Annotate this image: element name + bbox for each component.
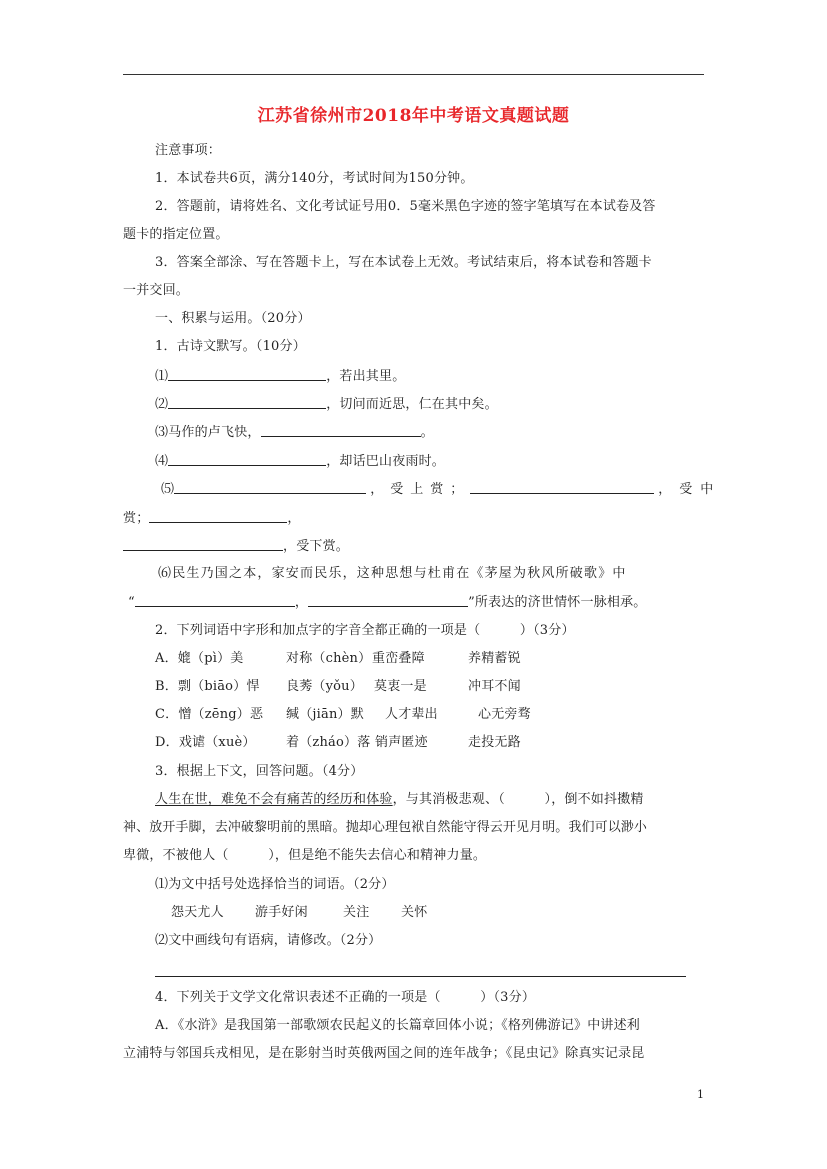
q1-item-2-number: ⑵ [155, 397, 169, 412]
q2-c-3: 人才辈出 [385, 707, 438, 722]
q1-item-5-mid: ，受上赏； [370, 482, 471, 497]
q1-item-5-l2b: ， [287, 511, 301, 526]
q1-item-1 [155, 368, 405, 384]
q2-a-3: 重峦叠障 [372, 651, 425, 666]
q2-b-4: 冲耳不闻 [468, 679, 521, 694]
q1-stem: 1．古诗文默写。（10分） [155, 339, 306, 354]
q2-a-2: 对称（chèn） [286, 651, 372, 666]
answer-blank[interactable] [168, 368, 326, 381]
q3-word-1: 怨天尤人 [171, 905, 224, 920]
q1-item-5-line-3 [123, 538, 349, 554]
q2-d-2: 着（zháo）落 [286, 735, 371, 750]
q3-passage-line-1-rest: ，与其消极悲观、（ ），倒不如抖擞精 [392, 792, 644, 807]
answer-blank[interactable] [470, 481, 654, 494]
q3-passage-line-1 [155, 792, 644, 807]
q2-option-b [155, 679, 521, 694]
note-2-line-1: 2．答题前，请将姓名、文化考试证号用0．5毫米黑色字迹的签字笔填写在本试卷及答 [155, 199, 656, 214]
q4-option-a-line-2: 立浦特与邻国兵戎相见，是在影射当时英俄两国之间的连年战争；《昆虫记》除真实记录昆 [123, 1046, 645, 1061]
q3-passage-line-2: 神、放开手脚，去冲破黎明前的黑暗。抛却心理包袱自然能守得云开见月明。我们可以渺小 [123, 820, 648, 835]
q2-b-2: 良莠（yǒu） [286, 679, 363, 694]
q4-stem: 4．下列关于文学文化常识表述不正确的一项是（ ）（3分） [155, 990, 536, 1005]
q3-answer-line[interactable] [155, 976, 686, 977]
answer-blank[interactable] [261, 424, 421, 437]
answer-blank[interactable] [168, 396, 326, 409]
q2-option-a [155, 651, 521, 666]
q1-item-2 [155, 396, 498, 412]
q3-word-3: 关注 [343, 905, 370, 920]
q4-option-a-line-1: A．《水浒》是我国第一部歌颂农民起义的长篇章回体小说；《格列佛游记》中讲述利 [155, 1018, 640, 1033]
answer-blank[interactable] [149, 510, 287, 523]
q2-b-3: 莫衷一是 [374, 679, 427, 694]
q1-item-1-number: ⑴ [155, 369, 169, 384]
note-3-line-2: 一并交回。 [123, 283, 190, 298]
q2-d-1: D．戏谑（xuè） [155, 735, 256, 750]
q1-item-6-comma: ， [294, 595, 309, 610]
section-1-heading: 一、积累与运用。（20分） [155, 311, 311, 326]
page-number: 1 [697, 1088, 704, 1101]
q2-b-1: B．剽（biāo）悍 [155, 679, 260, 694]
q1-item-3-suffix: 。 [420, 425, 434, 440]
q1-item-6-open: “ [128, 595, 135, 610]
q1-item-6-line-2 [128, 594, 647, 610]
q3-sub-2: ⑵文中画线句有语病，请修改。（2分） [155, 933, 382, 948]
q1-item-6-close: ”所表达的济世情怀一脉相承。 [468, 595, 647, 610]
q1-item-5-line-1 [161, 481, 722, 497]
q1-item-5-l2a: 赏； [123, 511, 150, 526]
q1-item-5-line-2 [123, 510, 301, 526]
q2-c-2: 缄（jiān）默 [286, 707, 364, 722]
q2-option-d [155, 735, 521, 750]
q1-item-4 [155, 453, 445, 469]
q2-a-1: A．媲（pì）美 [155, 651, 244, 666]
header-rule [123, 74, 704, 75]
q3-word-2: 游手好闲 [255, 905, 308, 920]
q1-item-3-prefix: ⑶马作的卢飞快， [155, 425, 261, 440]
q3-passage-line-3: 卑微，不被他人（ ），但是绝不能失去信心和精神力量。 [123, 848, 487, 863]
q3-word-4: 关怀 [401, 905, 428, 920]
note-1: 1．本试卷共6页，满分140分，考试时间为150分钟。 [155, 171, 474, 186]
answer-blank[interactable] [123, 538, 283, 551]
q2-d-4: 走投无路 [468, 735, 521, 750]
note-3-line-1: 3．答案全部涂、写在答题卡上，写在本试卷上无效。考试结束后，将本试卷和答题卡 [155, 255, 652, 270]
q1-item-3 [155, 424, 434, 440]
answer-blank[interactable] [168, 453, 326, 466]
answer-blank[interactable] [174, 481, 366, 494]
q1-item-2-text: ，切问而近思，仁在其中矣。 [326, 397, 498, 412]
q2-a-4: 养精蓄锐 [468, 651, 521, 666]
q3-sub-1: ⑴为文中括号处选择恰当的词语。（2分） [155, 877, 395, 892]
q1-item-4-text: ，却话巴山夜雨时。 [326, 454, 446, 469]
answer-blank[interactable] [308, 594, 468, 607]
q2-d-3: 销声匿迹 [375, 735, 428, 750]
q1-item-5-l3: ，受下赏。 [283, 539, 350, 554]
q2-c-4: 心无旁骛 [478, 707, 531, 722]
q3-word-choices [171, 905, 427, 920]
q3-underlined-sentence: 人生在世，难免不会有痛苦的经历和体验 [155, 792, 393, 807]
page-title: 江苏省徐州市2018年中考语文真题试题 [257, 106, 570, 126]
q1-item-4-number: ⑷ [155, 454, 169, 469]
answer-blank[interactable] [135, 594, 295, 607]
notes-header: 注意事项： [155, 143, 222, 158]
q3-stem: 3．根据上下文，回答问题。（4分） [155, 764, 364, 779]
q1-item-1-text: ，若出其里。 [326, 369, 406, 384]
q1-item-5-end: ，受中 [658, 482, 722, 497]
q1-item-5-number: ⑸ [161, 482, 175, 497]
q2-c-1: C．憎（zēng）恶 [155, 707, 264, 722]
note-2-line-2: 题卡的指定位置。 [123, 227, 229, 242]
q2-option-c [155, 707, 531, 722]
q2-stem: 2．下列词语中字形和加点字的字音全都正确的一项是（ ）（3分） [155, 623, 575, 638]
q1-item-6-line-1: ⑹民生乃国之本，家安而民乐，这种思想与杜甫在《茅屋为秋风所破歌》中 [158, 566, 627, 581]
